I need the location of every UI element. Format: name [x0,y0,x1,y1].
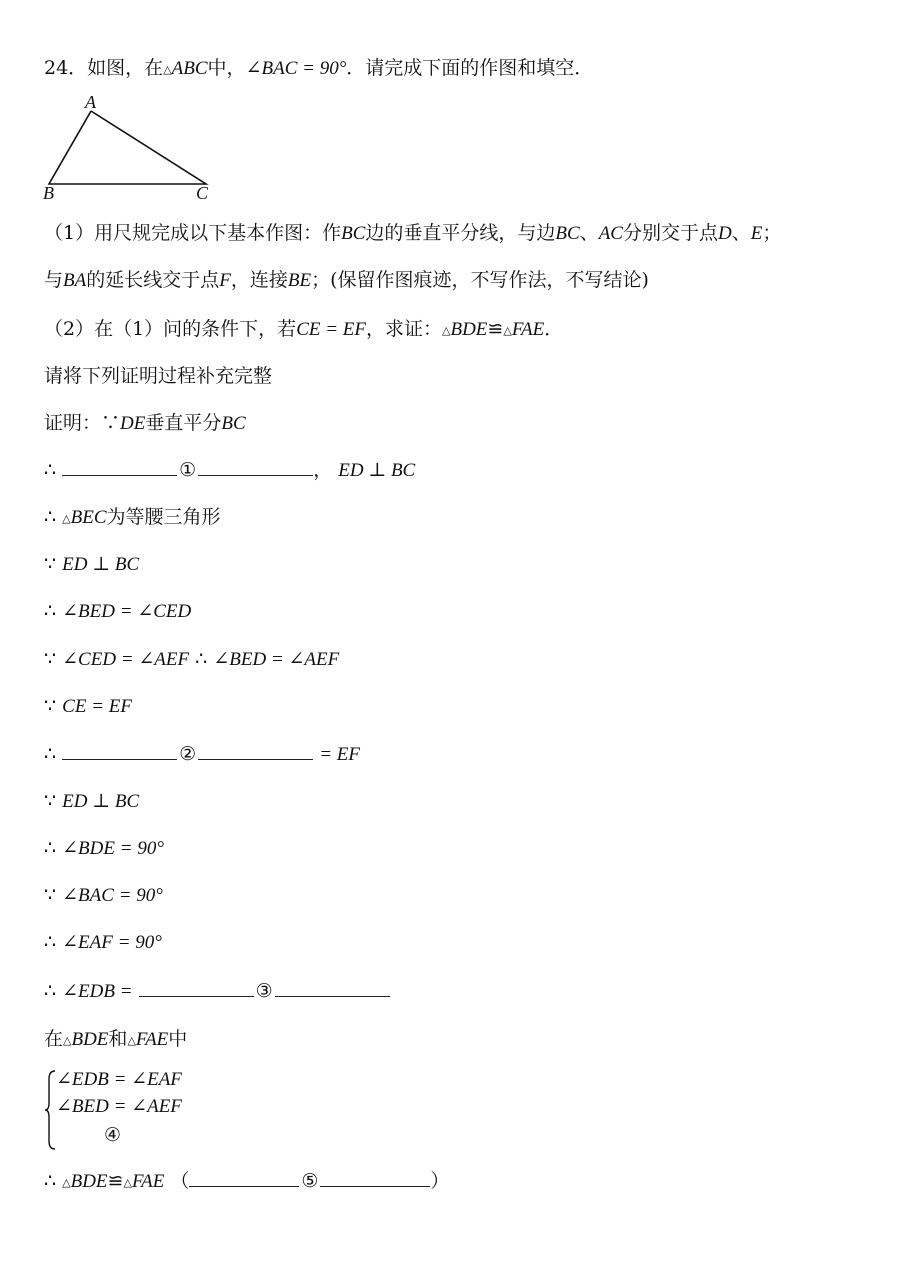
triangle-fae: FAE [135,1029,169,1050]
part1-text-e: 的延长线交于点 [86,269,220,291]
part1-text-b: 边的垂直平分线，与边 [365,222,556,244]
statement: CE = EF [62,696,132,717]
and-text: 和 [108,1028,128,1050]
part1-text-c: 分别交于点 [622,222,718,244]
part2-text-a: （2）在（1）问的条件下，若 [44,318,297,340]
proof-line-12 [44,977,390,1006]
proof-line-0 [44,409,246,438]
proof-lead: 证明：∵ [44,412,121,434]
statement: ∠BED = ∠AEF [213,649,340,670]
triangle-symbol: △ [442,324,451,337]
statement: = EF [319,744,361,765]
proof-text: 垂直平分 [145,412,222,434]
statement: ED ⊥ BC [62,791,140,812]
period: ． [544,318,564,340]
vertex-label-a: A [85,92,96,112]
therefore-symbol: ∴ [44,743,57,765]
comma: ， [313,459,333,481]
isosceles-text: 为等腰三角形 [106,506,221,528]
proof-line-6 [44,692,132,721]
blank-marker-1: ① [179,459,197,481]
seg-de: DE [120,413,146,434]
triangle-abc: ABC [171,58,208,79]
congruent-symbol: ≌ [107,1170,124,1192]
problem-number-text: 24．如图，在 [44,57,164,79]
problem-mid: 中， [207,57,246,79]
triangle-symbol: △ [123,1176,132,1189]
blank-5b[interactable] [320,1170,430,1187]
seg-bc: BC [341,223,366,244]
triangle-outline [49,111,206,184]
triangle-bde: BDE [450,319,488,340]
proof-line-1 [44,456,415,485]
statement: ∠BAC = 90° [62,885,163,906]
therefore-symbol: ∴ [44,980,57,1002]
because-symbol: ∵ [44,553,57,575]
triangle-symbol: △ [62,512,71,525]
because-symbol: ∵ [44,884,57,906]
seg-be: BE [287,270,312,291]
blank-1b[interactable] [198,459,313,476]
proof-line-7 [44,740,360,769]
angle-condition: ∠BAC = 90° [245,58,347,79]
statement: ED ⊥ BC [62,554,140,575]
statement: ∠EDB = [62,981,133,1002]
semicolon: ； [762,222,782,244]
proof-line-10 [44,881,163,910]
point-d: D [717,223,732,244]
triangle-fae: FAE [511,319,545,340]
triangle-symbol: △ [127,1034,136,1047]
triangle-fae: FAE [131,1171,165,1192]
therefore-symbol: ∴ [44,506,57,528]
middle-text: 中 [168,1028,188,1050]
statement: ∠EAF = 90° [62,932,162,953]
proof-conclusion [44,1167,449,1197]
blank-marker-2: ② [179,743,197,765]
blank-1a[interactable] [62,459,177,476]
therefore-symbol: ∴ [44,600,57,622]
part1-text-a: （1）用尺规完成以下基本作图：作 [44,222,342,244]
triangle-symbol: △ [63,1034,72,1047]
triangle-bde: BDE [70,1171,108,1192]
right-paren: ） [430,1170,450,1192]
blank-marker-4[interactable]: ④ [104,1124,122,1146]
blank-marker-3: ③ [255,980,273,1002]
triangle-bec: BEC [70,507,107,528]
proof-line-11 [44,928,162,957]
blank-3a[interactable] [139,980,254,997]
because-symbol: ∵ [44,695,57,717]
part2-text-b: ，求证： [366,318,443,340]
instruction: 请将下列证明过程补充完整 [44,365,273,387]
proof-line-5 [44,645,339,674]
therefore-symbol: ∴ [44,931,57,953]
proof-line-13 [44,1025,187,1055]
because-symbol: ∵ [44,790,57,812]
system-line-2: ∠BED = ∠AEF [56,1096,182,1117]
part2-line [44,315,563,345]
problem-tail: ．请完成下面的作图和填空． [346,57,594,79]
blank-3b[interactable] [275,980,390,997]
statement: ∠BDE = 90° [62,838,164,859]
proof-line-2 [44,503,221,533]
proof-line-4 [44,597,191,626]
blank-marker-5: ⑤ [301,1170,319,1192]
seg-ac: AC [598,223,623,244]
system-line-1: ∠EDB = ∠EAF [56,1069,182,1090]
part1-text-d: 与 [44,269,64,291]
triangle-bde: BDE [71,1029,109,1050]
seg-bc-2: BC [555,223,580,244]
blank-2b[interactable] [198,743,313,760]
because-symbol: ∵ [44,648,57,670]
therefore-symbol: ∴ [195,648,208,670]
seg-ba: BA [63,270,87,291]
sep: 、 [579,222,599,244]
part1-line2 [44,266,649,295]
part1-text-g: ；(保留作图痕迹，不写作法，不写结论) [311,269,649,291]
problem-statement [44,54,593,84]
blank-5a[interactable] [189,1170,299,1187]
part2-condition: CE = EF [296,319,366,340]
sep-2: 、 [731,222,751,244]
statement: ∠CED = ∠AEF [62,649,190,670]
proof-line-8 [44,787,139,816]
triangle-symbol: △ [62,1176,71,1189]
therefore-symbol: ∴ [44,459,57,481]
point-e: E [750,223,763,244]
part1-text-f: ，连接 [230,269,288,291]
therefore-symbol: ∴ [44,837,57,859]
blank-2a[interactable] [62,743,177,760]
statement: ED ⊥ BC [338,460,416,481]
statement: ∠BED = ∠CED [62,601,192,622]
congruent-symbol: ≌ [487,318,504,340]
triangle-symbol: △ [163,63,172,76]
proof-line-9 [44,834,164,863]
vertex-label-c: C [196,183,209,202]
triangle-figure [40,92,270,202]
in-text: 在 [44,1028,64,1050]
proof-line-3 [44,550,139,579]
point-f: F [219,270,231,291]
triangle-symbol: △ [503,324,512,337]
therefore-symbol: ∴ [44,1170,57,1192]
vertex-label-b: B [43,183,54,202]
left-paren: （ [170,1170,190,1192]
part1-line1 [44,219,781,248]
seg-bc: BC [221,413,246,434]
